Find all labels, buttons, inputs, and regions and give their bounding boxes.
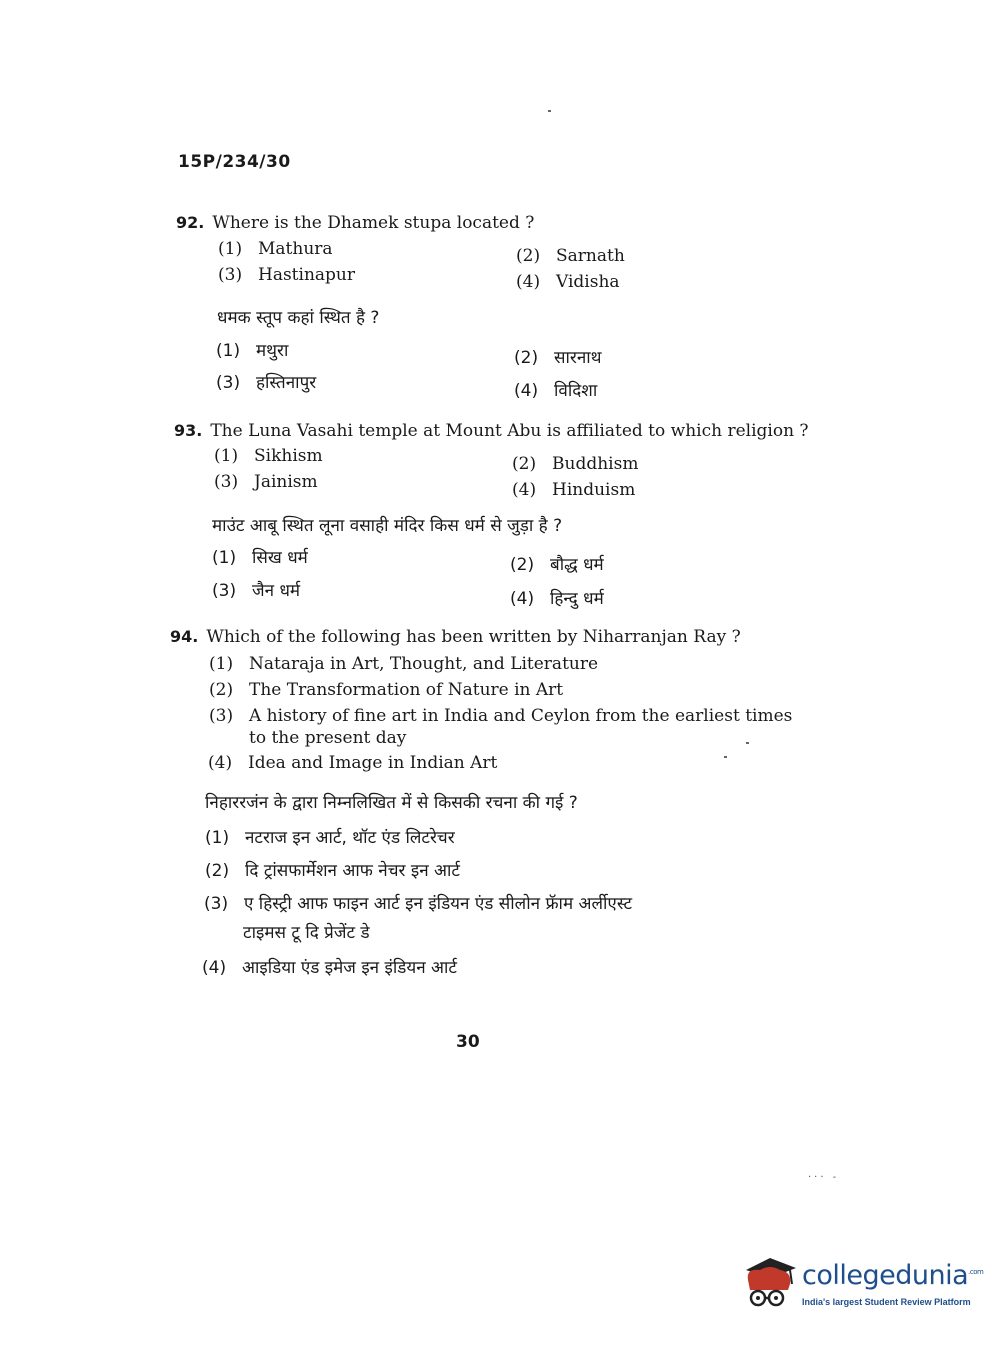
brand-name: collegedunia$^{.com}$ (802, 1260, 984, 1291)
question-92 (176, 213, 534, 233)
collegedunia-logo (740, 1250, 984, 1320)
scan-dots: ··· - (808, 1172, 840, 1183)
option-hi: (1) सिख धर्म (212, 548, 308, 568)
question-text-hi: निहाररजंन के द्वारा निम्नलिखित में से किसकी रचना की गई ? (205, 793, 578, 813)
option-hi: (2) बौद्ध धर्म (510, 555, 604, 575)
option-hi: (1) मथुरा (216, 341, 289, 361)
question-number: 93. (174, 421, 203, 440)
option-en: (3) Hastinapur (218, 265, 355, 285)
mascot-icon (740, 1250, 800, 1316)
option-hi-continuation: टाइमस टू दि प्रेजेंट डे (243, 923, 370, 943)
scan-speck (548, 110, 551, 112)
question-number: 94. (170, 627, 199, 646)
option-hi: (4) हिन्दु धर्म (510, 589, 604, 609)
option-en: (3) Jainism (214, 472, 318, 492)
scan-speck (746, 742, 749, 744)
option-en: (2) Buddhism (512, 454, 639, 474)
option-hi: (2) सारनाथ (514, 348, 602, 368)
option-en: (4) Idea and Image in Indian Art (208, 753, 498, 773)
option-hi: (3) ए हिस्ट्री आफ फाइन आर्ट इन इंडियन एंड सीलोन फ्रॅाम अर्लीएस्ट (204, 894, 633, 914)
question-text-hi: माउंट आबू स्थित लूना वसाही मंदिर किस धर्म से जुड़ा है ? (212, 516, 563, 536)
question-text-hi: धमक स्तूप कहां स्थित है ? (217, 308, 380, 328)
option-hi: (1) नटराज इन आर्ट, थॉट एंड लिटरेचर (205, 828, 455, 848)
option-en: (3) A history of fine art in India and Ceylon from the earliest times (209, 706, 793, 726)
option-hi: (3) जैन धर्म (212, 581, 301, 601)
option-hi: (3) हस्तिनापुर (216, 373, 317, 393)
option-hi: (4) आइडिया एंड इमेज इन इंडियन आर्ट (202, 958, 457, 978)
question-text-en: The Luna Vasahi temple at Mount Abu is affiliated to which religion ? (210, 421, 809, 441)
option-en: (1) Sikhism (214, 446, 323, 466)
scan-speck (724, 756, 727, 758)
option-en: (2) Sarnath (516, 246, 625, 266)
option-en: (4) Hinduism (512, 480, 636, 500)
question-number: 92. (176, 213, 205, 232)
question-text-en: Where is the Dhamek stupa located ? (212, 213, 535, 233)
paper-code: 15P/234/30 (178, 152, 291, 172)
question-text-en: Which of the following has been written by Niharranjan Ray ? (206, 627, 741, 647)
question-93 (174, 421, 809, 441)
page-number: 30 (456, 1032, 480, 1052)
brand-tagline: India's largest Student Review Platform (802, 1297, 971, 1307)
option-en: (1) Nataraja in Art, Thought, and Literature (209, 654, 599, 674)
option-hi: (2) दि ट्रांसफार्मेशन आफ नेचर इन आर्ट (205, 861, 460, 881)
option-hi: (4) विदिशा (514, 381, 598, 401)
question-94 (170, 627, 741, 647)
option-en: (4) Vidisha (516, 272, 620, 292)
option-en: (2) The Transformation of Nature in Art (209, 680, 564, 700)
option-en: (1) Mathura (218, 239, 333, 259)
option-en-continuation: to the present day (249, 728, 407, 748)
